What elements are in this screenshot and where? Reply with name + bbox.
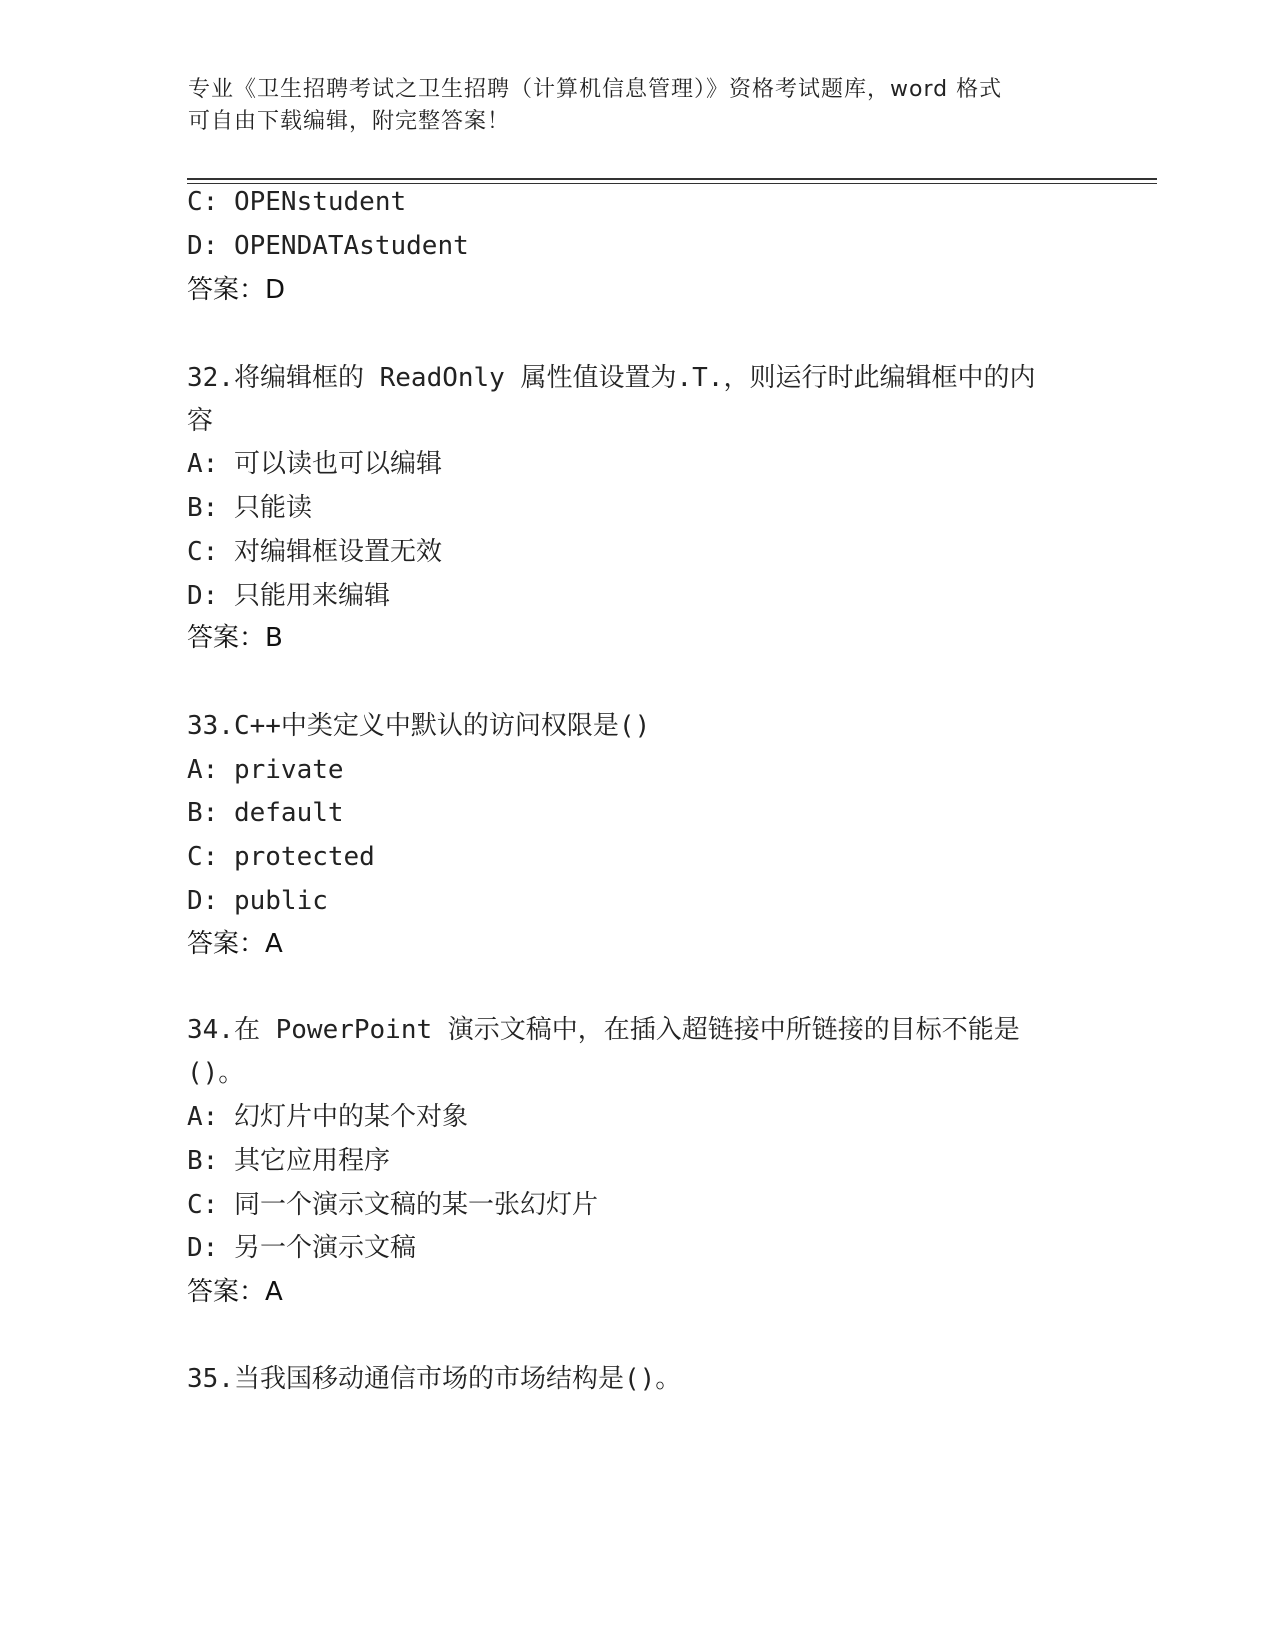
q34-option-d: D: 另一个演示文稿	[187, 1233, 416, 1263]
q32-stem-line-1: 32.将编辑框的 ReadOnly 属性值设置为.T.，则运行时此编辑框中的内	[187, 363, 1036, 393]
q33-option-d: D: public	[187, 886, 328, 916]
q33-option-a: A: private	[187, 755, 344, 785]
q34-option-c: C: 同一个演示文稿的某一张幻灯片	[187, 1190, 598, 1220]
document-header	[188, 74, 1068, 138]
header-line-2: 可自由下载编辑，附完整答案！	[188, 109, 511, 134]
q32-option-d: D: 只能用来编辑	[187, 581, 390, 611]
q32-option-b: B: 只能读	[187, 493, 312, 523]
q35-stem: 35.当我国移动通信市场的市场结构是()。	[187, 1364, 682, 1394]
q33-stem: 33.C++中类定义中默认的访问权限是()	[187, 711, 651, 741]
q32-answer: 答案：B	[187, 623, 283, 653]
q31-option-c: C: OPENstudent	[187, 187, 407, 217]
q33-answer: 答案：A	[187, 929, 283, 959]
header-divider-thin	[187, 183, 1157, 184]
q32-option-a: A: 可以读也可以编辑	[187, 449, 442, 479]
header-divider-thick	[187, 178, 1157, 180]
q31-answer: 答案：D	[187, 275, 286, 305]
q34-option-a: A: 幻灯片中的某个对象	[187, 1102, 468, 1132]
q33-option-c: C: protected	[187, 842, 375, 872]
q33-option-b: B: default	[187, 798, 344, 828]
q32-stem-line-2: 容	[187, 406, 214, 436]
q34-option-b: B: 其它应用程序	[187, 1146, 390, 1176]
q31-option-d: D: OPENDATAstudent	[187, 231, 469, 261]
q34-stem-line-2: ()。	[187, 1058, 245, 1088]
q34-stem-line-1: 34.在 PowerPoint 演示文稿中，在插入超链接中所链接的目标不能是	[187, 1015, 1020, 1045]
q34-answer: 答案：A	[187, 1277, 283, 1307]
header-line-1: 专业《卫生招聘考试之卫生招聘（计算机信息管理）》资格考试题库，word 格式	[188, 77, 1003, 102]
q32-option-c: C: 对编辑框设置无效	[187, 537, 442, 567]
